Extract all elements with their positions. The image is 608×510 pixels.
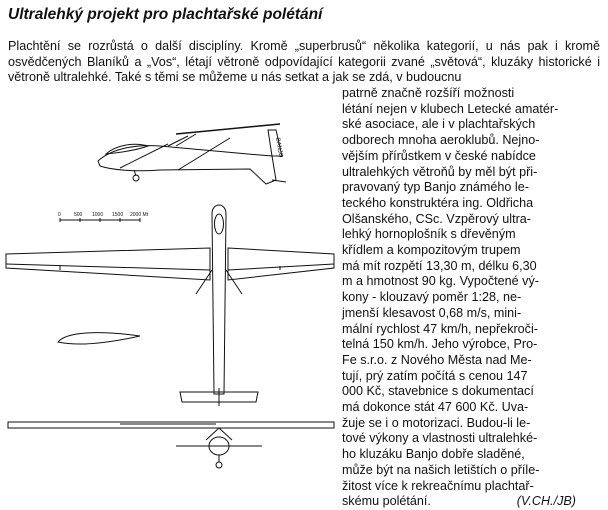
body-line: Olšanského, CSc. Vzpěrový ultra-	[342, 211, 531, 226]
body-line: kony - klouzavý poměr 1:28, ne-	[342, 290, 522, 305]
scale-bar	[58, 212, 149, 222]
body-line: křídlem a kompozitovým trupem	[342, 243, 521, 258]
body-text-column	[342, 86, 580, 510]
scale-label-0: 0	[58, 212, 61, 218]
body-line: skému polétání. (V.CH./JB)	[342, 494, 576, 509]
body-line: patrně značně rozšíří možnosti	[342, 86, 515, 100]
body-line: lehký hornoplošník s dřevěným	[342, 227, 516, 242]
author-signature: (V.CH./JB)	[516, 494, 576, 509]
body-line: telná 150 km/h. Jeho výrobce, Pro-	[342, 337, 538, 352]
body-line: tují, prý zatím počítá s cenou 147	[342, 368, 528, 383]
scale-label-1: 500	[74, 212, 83, 218]
body-line: pravovaný typ Banjo známého le-	[342, 180, 529, 195]
body-line: ské asociace, ale i v plachtařských	[342, 117, 536, 132]
article-title: Ultralehký projekt pro plachtařské polétání	[8, 6, 323, 23]
intro-paragraph: Plachtění se rozrůstá o další disciplíny. Kromě „superbrusů“ několika kategorií, u nás pak i kromě osvědčených Blaníků a „Vos“, létají větroně odpovídající kategorii zvané „světová“, kluzáky historické i větroně ultralehké. Také s těmi se můžeme u nás setkat a jak se zdá, v budoucnu	[8, 39, 600, 85]
glider-three-view-drawing	[0, 94, 345, 498]
body-line: m a hmotnost 90 kg. Vypočtené vý-	[342, 274, 539, 289]
body-line: vějším přírůstkem v české nabídce	[342, 148, 536, 163]
body-line: ultralehkých větroňů by měl být při-	[342, 164, 538, 179]
body-line: Fe s.r.o. z Nového Města nad Me-	[342, 352, 532, 367]
side-view	[98, 124, 286, 184]
scale-label-4: 2000 Mt	[130, 212, 149, 218]
scale-label-2: 1000	[92, 212, 104, 218]
body-line: odborech mnoha aeroklubů. Nejno-	[342, 133, 540, 148]
body-line: mální rychlost 47 km/h, nepřekroči-	[342, 321, 538, 336]
body-line: 000 Kč, stavebnice s dokumentací	[342, 384, 534, 399]
body-line: létání nejen v klubech Letecké amatér-	[342, 101, 559, 116]
body-line: má dokonce stát 47 600 Kč. Uva-	[342, 400, 529, 415]
body-line: žuje se i o motorizaci. Budou-li le-	[342, 415, 531, 430]
body-line: má mít rozpětí 13,30 m, délku 6,30	[342, 258, 537, 273]
scale-label-3: 1500	[112, 212, 124, 218]
body-line: může být na našich letištích o příle-	[342, 462, 540, 477]
front-view	[8, 422, 334, 468]
tail-lettering: BANJO	[274, 137, 284, 159]
body-line: tové výkony a vlastnosti ultralehké-	[342, 431, 538, 446]
body-line: ho kluzáku Banjo dobře sladěné,	[342, 447, 525, 462]
body-line: žitost více k rekreačnímu plachtař-	[342, 478, 534, 493]
top-view	[6, 205, 334, 406]
body-line: jmenší klesavost 0,68 m/s, mini-	[342, 305, 522, 320]
airfoil-section	[58, 333, 140, 344]
body-line: teckého konstruktéra ing. Oldřicha	[342, 195, 534, 210]
